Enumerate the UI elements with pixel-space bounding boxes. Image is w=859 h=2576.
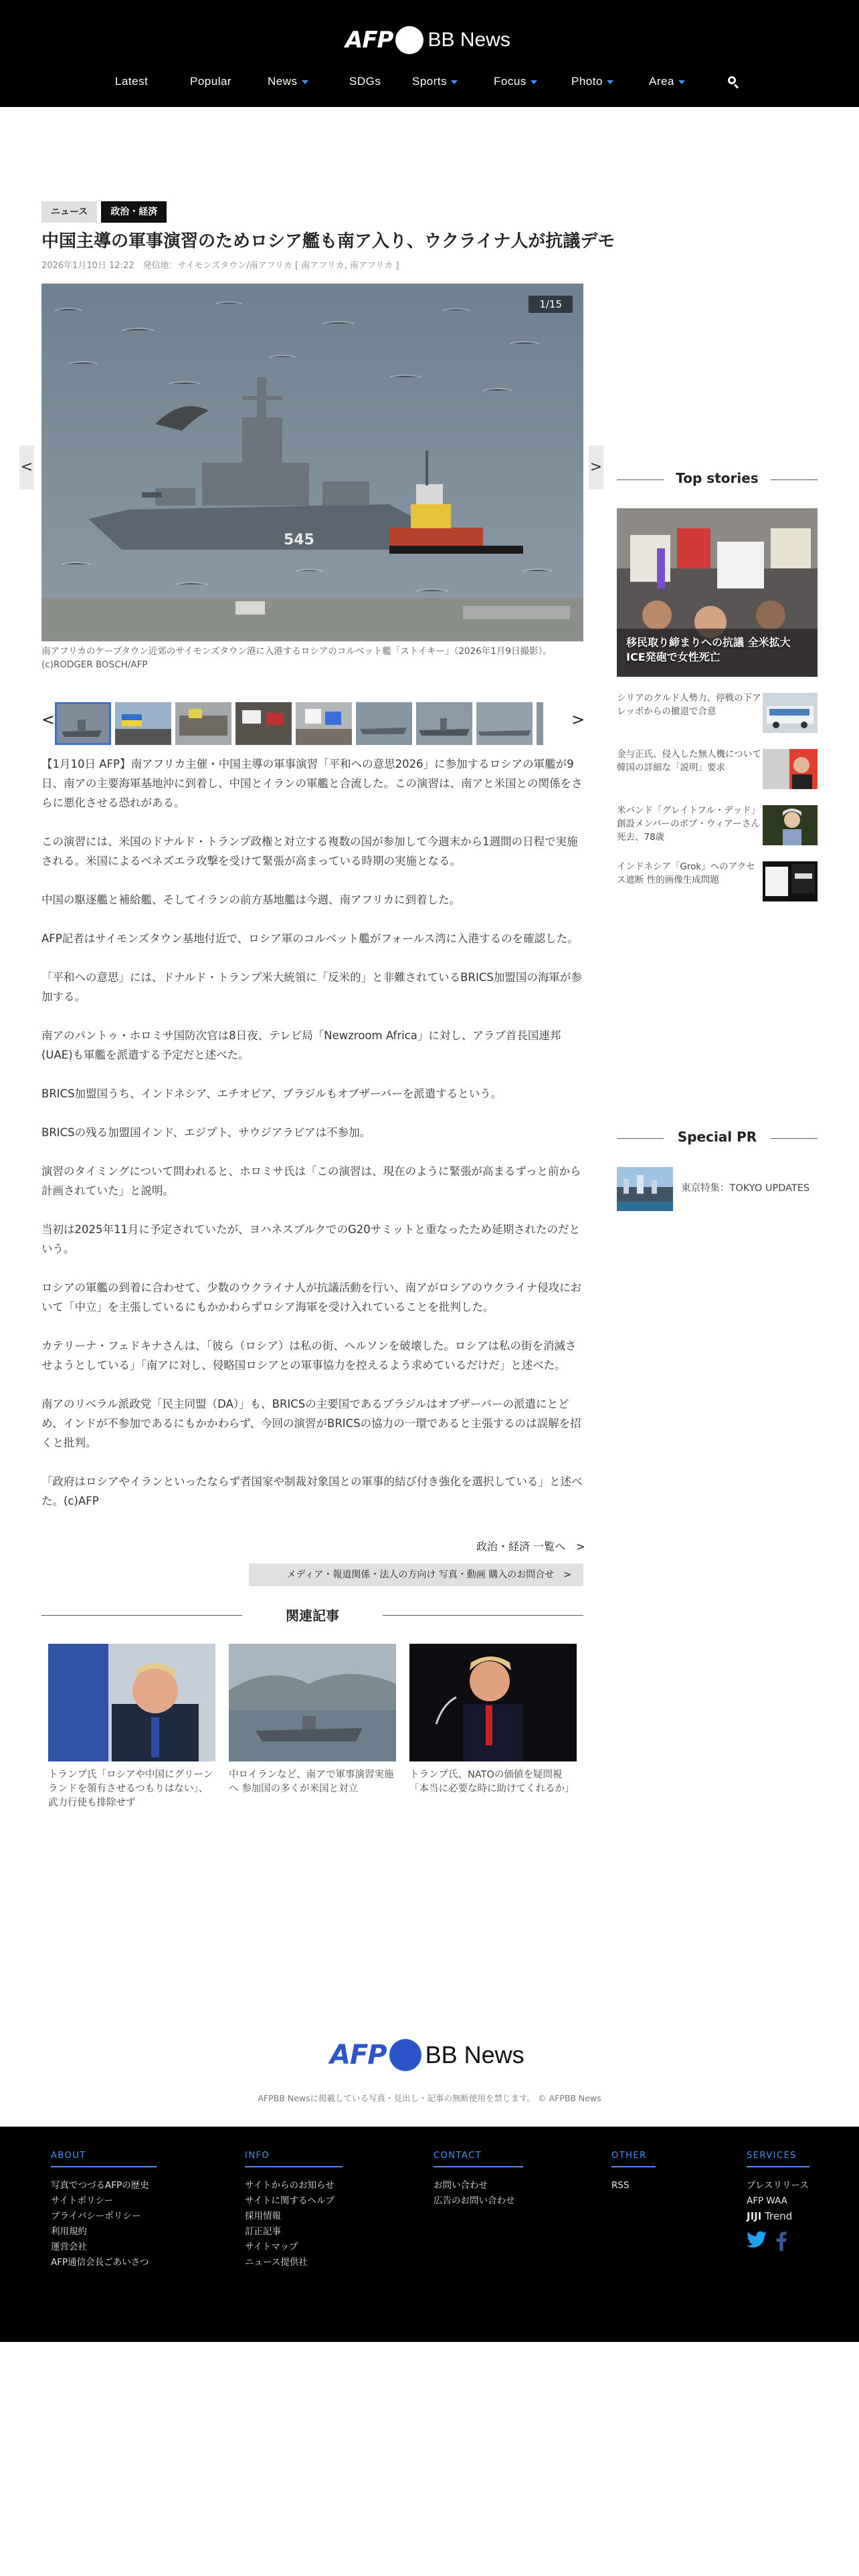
logo-dot xyxy=(395,26,423,54)
chevron-right-icon: > xyxy=(589,459,603,475)
related-card[interactable] xyxy=(409,1644,577,1796)
tokyo-photo xyxy=(617,1167,673,1211)
top-story-title: 米バンド「グレイトフル・デッド」創設メンバーのボブ・ウィアーさん死去、78歳 xyxy=(617,805,761,843)
thumbnail[interactable] xyxy=(115,702,171,745)
article-paragraph: 「平和への意思」には、ドナルド・トランプ米大統領に「反米的」と非難されているBRICS加盟国の海軍が参加する。 xyxy=(41,971,582,1003)
speech-photo xyxy=(409,1644,577,1761)
copyright-text: AFPBB Newsに掲載している写真・見出し・記事の無断使用を禁じます。 © AFPBB News xyxy=(258,2093,601,2103)
jiji-bold-text: JIJI xyxy=(747,2210,762,2222)
footer-link[interactable]: 写真でつづるAFPの歴史 xyxy=(51,2180,149,2191)
thumbnail[interactable] xyxy=(416,702,472,745)
logo-afp-text: AFP xyxy=(330,2040,387,2070)
top-story-hero[interactable] xyxy=(617,508,818,677)
site-header xyxy=(0,0,859,107)
related-title: トランプ氏「ロシアや中国にグリーンランドを領有させるつもりはない」、武力行使も排除せず xyxy=(48,1769,213,1808)
divider xyxy=(771,1138,818,1139)
thumbs-next-button[interactable] xyxy=(571,710,585,729)
logo-bb-text: BB News xyxy=(427,29,510,51)
musician-photo xyxy=(763,805,818,845)
nav-news[interactable] xyxy=(268,71,308,92)
caret-down-icon xyxy=(678,80,685,84)
nav-sports[interactable] xyxy=(412,71,458,92)
footer-col-contact xyxy=(434,2151,523,2209)
caret-down-icon xyxy=(607,80,613,84)
thumbnail-partial[interactable] xyxy=(537,702,543,745)
twitter-icon[interactable] xyxy=(747,2231,767,2248)
caret-down-icon xyxy=(531,80,537,84)
search-icon[interactable] xyxy=(728,76,739,87)
photo-prev-button[interactable] xyxy=(19,445,34,490)
nav-focus[interactable] xyxy=(494,71,537,92)
article-paragraph: BRICS加盟国うち、インドネシア、エチオピア、ブラジルもオブザーバーを派遣するという。 xyxy=(41,1087,502,1100)
article-paragraph: 演習のタイミングについて問われると、ホロミサ氏は「この演習は、現在のように緊張が高まるずっと前から計画されていた」と説明。 xyxy=(41,1165,581,1197)
photo-caption: 南アフリカのケープタウン近郊のサイモンズタウン港に入港するロシアのコルベット艦「ストイキー」（2026年1月9日撮影）。(c)RODGER BOSCH/AFP xyxy=(41,646,552,670)
footer-col-heading: ABOUT xyxy=(51,2151,157,2167)
warship-photo xyxy=(41,284,583,641)
thumbnail[interactable] xyxy=(175,702,231,745)
thumbnail[interactable] xyxy=(235,702,292,745)
nav-sdgs[interactable] xyxy=(349,71,381,92)
bus-photo xyxy=(763,693,818,733)
top-story-item[interactable] xyxy=(617,860,818,904)
photo-thumbnails xyxy=(41,701,583,746)
portrait-photo xyxy=(763,749,818,789)
nav-label: Latest xyxy=(115,75,149,88)
article-meta: 2026年1月10日 12:22 発信地：サイモンズタウン/南アフリカ [ 南アフリカ, 南アフリカ ] xyxy=(41,261,399,271)
footer-link[interactable]: 広告のお問い合わせ xyxy=(434,2195,515,2206)
related-heading: 関連記事 xyxy=(286,1608,339,1624)
footer-link[interactable]: お問い合わせ xyxy=(434,2180,488,2191)
search-icon-ring xyxy=(728,76,736,84)
related-image xyxy=(409,1644,577,1761)
related-image xyxy=(48,1644,215,1761)
top-story-title: 金与正氏、侵入した無人機について韓国の詳細な「説明」要求 xyxy=(617,749,761,773)
hero-title: 移民取り締まりへの抗議 全米拡大 ICE発砲で女性死亡 xyxy=(626,636,791,663)
footer-link[interactable]: ニュース提供社 xyxy=(245,2257,308,2268)
tag-news[interactable]: ニュース xyxy=(41,201,97,223)
footer-col-about xyxy=(51,2151,157,2270)
top-story-item[interactable] xyxy=(617,804,818,848)
thumbnail-image xyxy=(175,702,231,745)
article-paragraph: BRICSの残る加盟国インド、エジプト、サウジアラビアは不参加。 xyxy=(41,1126,371,1139)
footer-link[interactable]: 運営会社 xyxy=(51,2242,87,2252)
nav-label: Focus xyxy=(494,75,527,88)
top-story-title: インドネシア「Grok」へのアクセス遮断 性的画像生成問題 xyxy=(617,861,755,885)
caret-down-icon xyxy=(302,80,308,84)
article-paragraph: 南アのリベラル派政党「民主同盟（DA）」も、BRICSの主要国であるブラジルはオブザーバーの派遣にとどめ、インドが不参加であるにもかかわらず、今回の演習がBRICSの協力の一環であると主張するのは誤解を招くと批判。 xyxy=(41,1398,581,1449)
related-title: 中ロイランなど、南アで軍事演習実施へ 参加国の多くが米国と対立 xyxy=(229,1769,394,1794)
related-card[interactable] xyxy=(48,1644,215,1810)
grok-photo xyxy=(763,861,818,901)
nav-popular[interactable] xyxy=(190,71,231,92)
logo-dot xyxy=(389,2039,421,2071)
footer-link[interactable]: プレスリリース xyxy=(747,2180,809,2191)
main-photo[interactable] xyxy=(41,284,583,641)
divider xyxy=(383,1615,583,1616)
photo-counter: 1/15 xyxy=(529,296,573,313)
footer-link[interactable]: AFP通信会長ごあいさつ xyxy=(51,2257,149,2268)
caret-down-icon xyxy=(451,80,458,84)
top-stories-heading: Top stories xyxy=(676,470,759,486)
special-pr-item[interactable] xyxy=(617,1167,818,1212)
article-body xyxy=(41,754,583,1530)
main-nav xyxy=(94,71,763,92)
nav-label: Area xyxy=(649,75,674,88)
nav-label: SDGs xyxy=(349,75,381,88)
thumbnail-image xyxy=(55,702,111,745)
footer-col-heading: OTHER xyxy=(611,2151,656,2167)
footer-link[interactable]: 利用規約 xyxy=(51,2226,87,2237)
footer-link[interactable]: AFP WAA xyxy=(747,2195,787,2206)
article-paragraph: ロシアの軍艦の到着に合わせて、少数のウクライナ人が抗議活動を行い、南アがロシアのウクライナ侵攻において「中立」を主張しているにもかかわらずロシア海軍を受け入れていることを批判した。 xyxy=(41,1281,582,1313)
footer-link[interactable]: 訂正記事 xyxy=(245,2226,281,2237)
top-story-item[interactable] xyxy=(617,748,818,792)
nav-photo[interactable] xyxy=(571,71,613,92)
top-story-image xyxy=(763,861,818,901)
nav-label: News xyxy=(268,75,298,88)
footer-col-heading: SERVICES xyxy=(747,2151,809,2167)
afpbb-logo[interactable] xyxy=(345,25,510,55)
article-paragraph: 【1月10日 AFP】南アフリカ主催・中国主導の軍事演習「平和への意思2026」に参加するロシアの軍艦が9日、南アの主要海軍基地沖に到着し、中国とイランの軍艦と合流した。この演習は、南アと米国との関係をさらに悪化させる恐れがある。 xyxy=(41,758,583,809)
footer-link[interactable]: RSS xyxy=(611,2180,630,2191)
chevron-right-icon: > xyxy=(571,710,585,729)
search-icon-handle xyxy=(734,84,739,88)
thumbnail-image xyxy=(356,702,412,745)
photo-next-button[interactable] xyxy=(589,445,603,490)
footer-col-other xyxy=(611,2151,656,2193)
footer-col-heading: CONTACT xyxy=(434,2151,523,2167)
thumbnail[interactable] xyxy=(296,702,352,745)
article-paragraph: 中国の駆逐艦と補給艦、そしてイランの前方基地艦は今週、南アフリカに到着した。 xyxy=(41,893,461,906)
nav-label: Popular xyxy=(190,75,232,88)
article-paragraph: この演習には、米国のドナルド・トランプ政権と対立する複数の国が参加して今週末から1週間の日程で実施される。米国によるベネズエラ攻撃を受けて緊張が高まっている時期の実施となる。 xyxy=(41,835,578,867)
related-image xyxy=(229,1644,396,1761)
jiji-rest-text: Trend xyxy=(761,2210,793,2222)
thumbnail-image xyxy=(115,702,171,745)
category-list-link[interactable]: 政治・経済 一覧へ > xyxy=(476,1540,585,1553)
thumbs-prev-button[interactable] xyxy=(41,710,55,729)
special-pr-heading: Special PR xyxy=(677,1129,757,1145)
article-paragraph: 「政府はロシアやイランといったならず者国家や制裁対象国との軍事的結び付き強化を選択している」と述べた。(c)AFP xyxy=(41,1475,583,1507)
thumbnail-image xyxy=(296,702,352,745)
article-paragraph: AFP記者はサイモンズタウン基地付近で、ロシア軍のコルベット艦がフォールス湾に入港するのを確認した。 xyxy=(41,932,579,945)
article-paragraph: 当初は2025年11月に予定されていたが、ヨハネスブルクでのG20サミットと重なったため延期されたのだという。 xyxy=(41,1223,580,1255)
thumbnail-image xyxy=(416,702,472,745)
thumbnail-image xyxy=(235,702,292,745)
thumbnail[interactable] xyxy=(55,702,111,745)
footer-link[interactable]: 採用情報 xyxy=(245,2211,281,2222)
jiji-trend-link[interactable] xyxy=(747,2209,809,2224)
tag-politics-economy[interactable]: 政治・経済 xyxy=(101,201,167,223)
nav-latest[interactable] xyxy=(115,71,148,92)
nav-label: Sports xyxy=(412,75,448,88)
footer-link[interactable]: サイトに関するヘルプ xyxy=(245,2195,335,2206)
nav-area[interactable] xyxy=(649,71,685,92)
social-links xyxy=(747,2231,809,2251)
thumbnail-image xyxy=(476,702,533,745)
logo-bb-text: BB News xyxy=(425,2041,524,2068)
harbor-photo xyxy=(229,1644,396,1761)
footer-link[interactable]: サイトマップ xyxy=(245,2242,298,2252)
thumbnail-image xyxy=(537,702,543,745)
site-footer xyxy=(0,2127,859,2342)
divider xyxy=(617,479,664,480)
footer-logo[interactable] xyxy=(330,2037,524,2073)
footer-link[interactable]: プライバシーポリシー xyxy=(51,2211,141,2222)
top-story-item[interactable] xyxy=(617,691,818,736)
top-story-image xyxy=(763,693,818,733)
divider xyxy=(41,1615,242,1616)
facebook-icon[interactable] xyxy=(776,2231,787,2251)
top-story-image xyxy=(763,749,818,789)
chevron-left-icon: < xyxy=(41,710,56,729)
pr-title: 東京特集：TOKYO UPDATES xyxy=(681,1183,810,1194)
article-paragraph: カテリーナ・フェドキナさんは、「彼ら（ロシア）は私の街、ヘルソンを破壊した。ロシアは私の街を消滅させようとしている」「南アに対し、侵略国ロシアとの軍事協力を控えるよう求めているだけだ」と述べた。 xyxy=(41,1339,577,1372)
article-tags xyxy=(41,201,167,223)
thumbnail[interactable] xyxy=(476,702,533,745)
footer-col-services xyxy=(747,2151,809,2251)
article-title: 中国主導の軍事演習のためロシア艦も南ア入り、ウクライナ人が抗議デモ xyxy=(41,231,615,251)
logo-afp-text: AFP xyxy=(345,27,393,53)
related-card[interactable] xyxy=(229,1644,396,1796)
top-story-image xyxy=(763,805,818,845)
divider xyxy=(771,479,818,480)
article-paragraph: 南アのパントゥ・ホロミサ国防次官は8日夜、テレビ局「Newzroom Africa」に対し、アラブ首長国連邦(UAE)も軍艦を派遣する予定だと述べた。 xyxy=(41,1029,561,1061)
trump-photo xyxy=(48,1644,215,1761)
footer-link[interactable]: サイトポリシー xyxy=(51,2195,114,2206)
footer-col-info xyxy=(245,2151,343,2270)
chevron-left-icon: < xyxy=(20,459,33,475)
related-title: トランプ氏、NATOの価値を疑問視「本当に必要な時に助けてくれるか」 xyxy=(409,1769,575,1794)
media-contact-bar[interactable]: メディア・報道関係・法人の方向け 写真・動画 購入のお問合せ > xyxy=(249,1564,583,1586)
top-story-title: シリアのクルド人勢力、停戦の下アレッポからの撤退で合意 xyxy=(617,693,761,717)
footer-link[interactable]: サイトからのお知らせ xyxy=(245,2180,335,2191)
nav-label: Photo xyxy=(571,75,603,88)
hull-number: 545 xyxy=(284,532,314,548)
footer-col-heading: INFO xyxy=(245,2151,343,2167)
divider xyxy=(617,1138,664,1139)
thumbnail[interactable] xyxy=(356,702,412,745)
pr-image xyxy=(617,1167,673,1211)
